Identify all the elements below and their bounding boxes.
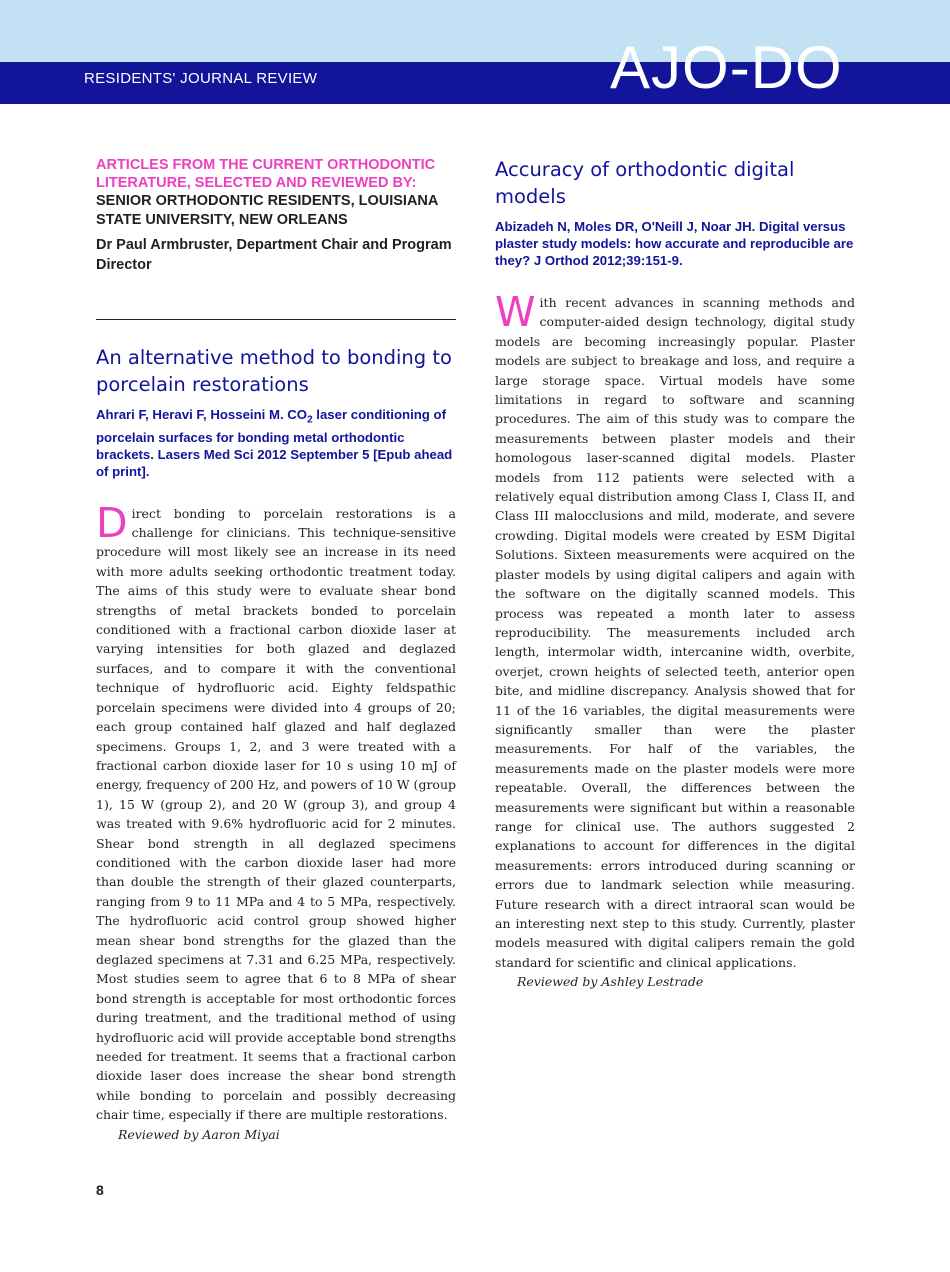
section-divider [96, 319, 456, 320]
journal-logo: AJO-DO [610, 34, 843, 101]
article-title: An alternative method to bonding to porcelain restorations [96, 346, 452, 396]
program-director: Dr Paul Armbruster, Department Chair and Program Director [96, 237, 452, 273]
section-label: RESIDENTS' JOURNAL REVIEW [84, 70, 318, 87]
article-citation [96, 406, 456, 480]
drop-cap: W [495, 288, 536, 336]
article-bonding [96, 344, 456, 1144]
selected-by-heading: ARTICLES FROM THE CURRENT ORTHODONTIC LITERATURE, SELECTED AND REVIEWED BY: [96, 157, 436, 191]
drop-cap: D [96, 498, 128, 547]
article-digital-models [495, 156, 855, 991]
article-title: Accuracy of orthodontic digital models [495, 158, 795, 208]
right-column [495, 156, 855, 991]
reviewer-credit: Reviewed by Ashley Lestrade [517, 974, 704, 990]
article-body [495, 288, 855, 972]
left-column [96, 156, 456, 1144]
citation-text: Ahrari F, Heravi F, Hosseini M. CO [96, 407, 308, 422]
article-body [96, 498, 456, 1125]
article-citation: Abizadeh N, Moles DR, O'Neill J, Noar JH. Digital versus plaster study models: how accurate and reproducible are they? J Orthod 2012;39:151-9. [495, 219, 854, 268]
article-body-text: ith recent advances in scanning methods and computer-aided design technology, digital study models are becoming increasingly popular. Plaster models are subject to breakage and loss, and require a large storage space. Virtual models have some limitations in regard to software and scanning procedures. The aim of this study was to compare the measurements between plaster models and their homologous laser-scanned digital models. Plaster models from 112 patients were selected with a relatively equal distribution among Class I, Class II, and Class III malocclusions and mild, moderate, and severe crowding. Digital models were created by ESM Digital Solutions. Sixteen measurements were acquired on the plaster models by using digital calipers and again with the software on the digitally scanned models. This process was repeated a month later to assess reproducibility. The measurements included arch length, intermolar width, intercanine width, overbite, overjet, crown heights of selected teeth, anterior open bite, and midline discrepancy. Analysis showed that for 11 of the 16 variables, the digital measurements were significantly smaller than were the plaster measurements. For half of the variables, the measurements made on the plaster models were more repeatable. Overall, the differences between the measurements were significant but within a reasonable range for clinical use. The authors suggested 2 explanations to account for differences in the digital measurements: errors introduced during scanning or errors due to landmark selection while measuring. Future research with a direct intraoral scan would be an interesting next step to this study. Currently, plaster models measured with digital calipers remain the gold standard for scientific and clinical applications. [495, 295, 855, 970]
citation-subscript: 2 [307, 414, 313, 426]
page-number: 8 [96, 1182, 104, 1198]
reviewer-credit: Reviewed by Aaron Miyai [118, 1126, 280, 1142]
article-body-text: irect bonding to porcelain restorations is a challenge for clinicians. This technique-sensitive procedure will most likely see an increase in its need with more adults seeking orthodontic treatment today. The aims of this study were to evaluate shear bond strengths of metal brackets bonded to porcelain conditioned with a fractional carbon dioxide laser at varying intensities for both glazed and deglazed surfaces, and to compare it with the conventional technique of hydrofluoric acid. Eighty feldspathic porcelain specimens were divided into 4 groups of 20; each group contained half glazed and half deglazed specimens. Groups 1, 2, and 3 were treated with a fractional carbon dioxide laser for 10 s using 10 mJ of energy, frequency of 200 Hz, and powers of 10 W (group 1), 15 W (group 2), and 20 W (group 3), and group 4 was treated with 9.6% hydrofluoric acid for 2 minutes. Shear bond strength in all deglazed specimens conditioned with the carbon dioxide laser had more than double the strength of their glazed counterparts, ranging from 9 to 11 MPa and 4 to 5 MPa, respectively. The hydrofluoric acid control group showed higher mean shear bond strengths for the glazed than the deglazed specimens at 7.31 and 6.25 MPa, respectively. Most studies seem to agree that 6 to 8 MPa of shear bond strength is acceptable for most orthodontic forces during treatment, and the traditional method of using hydrofluoric acid will provide acceptable bond strengths needed for treatment. It seems that a fractional carbon dioxide laser does increase the shear bond strength while bonding to porcelain and possibly decreasing chair time, especially if there are multiple restorations. [96, 505, 456, 1123]
citation-text-end: laser conditioning of porcelain surfaces for bonding metal orthodontic brackets. Lasers Med Sci 2012 September 5 [Epub ahead of print]. [96, 407, 453, 479]
affiliation: SENIOR ORTHODONTIC RESIDENTS, LOUISIANA STATE UNIVERSITY, NEW ORLEANS [96, 193, 438, 228]
